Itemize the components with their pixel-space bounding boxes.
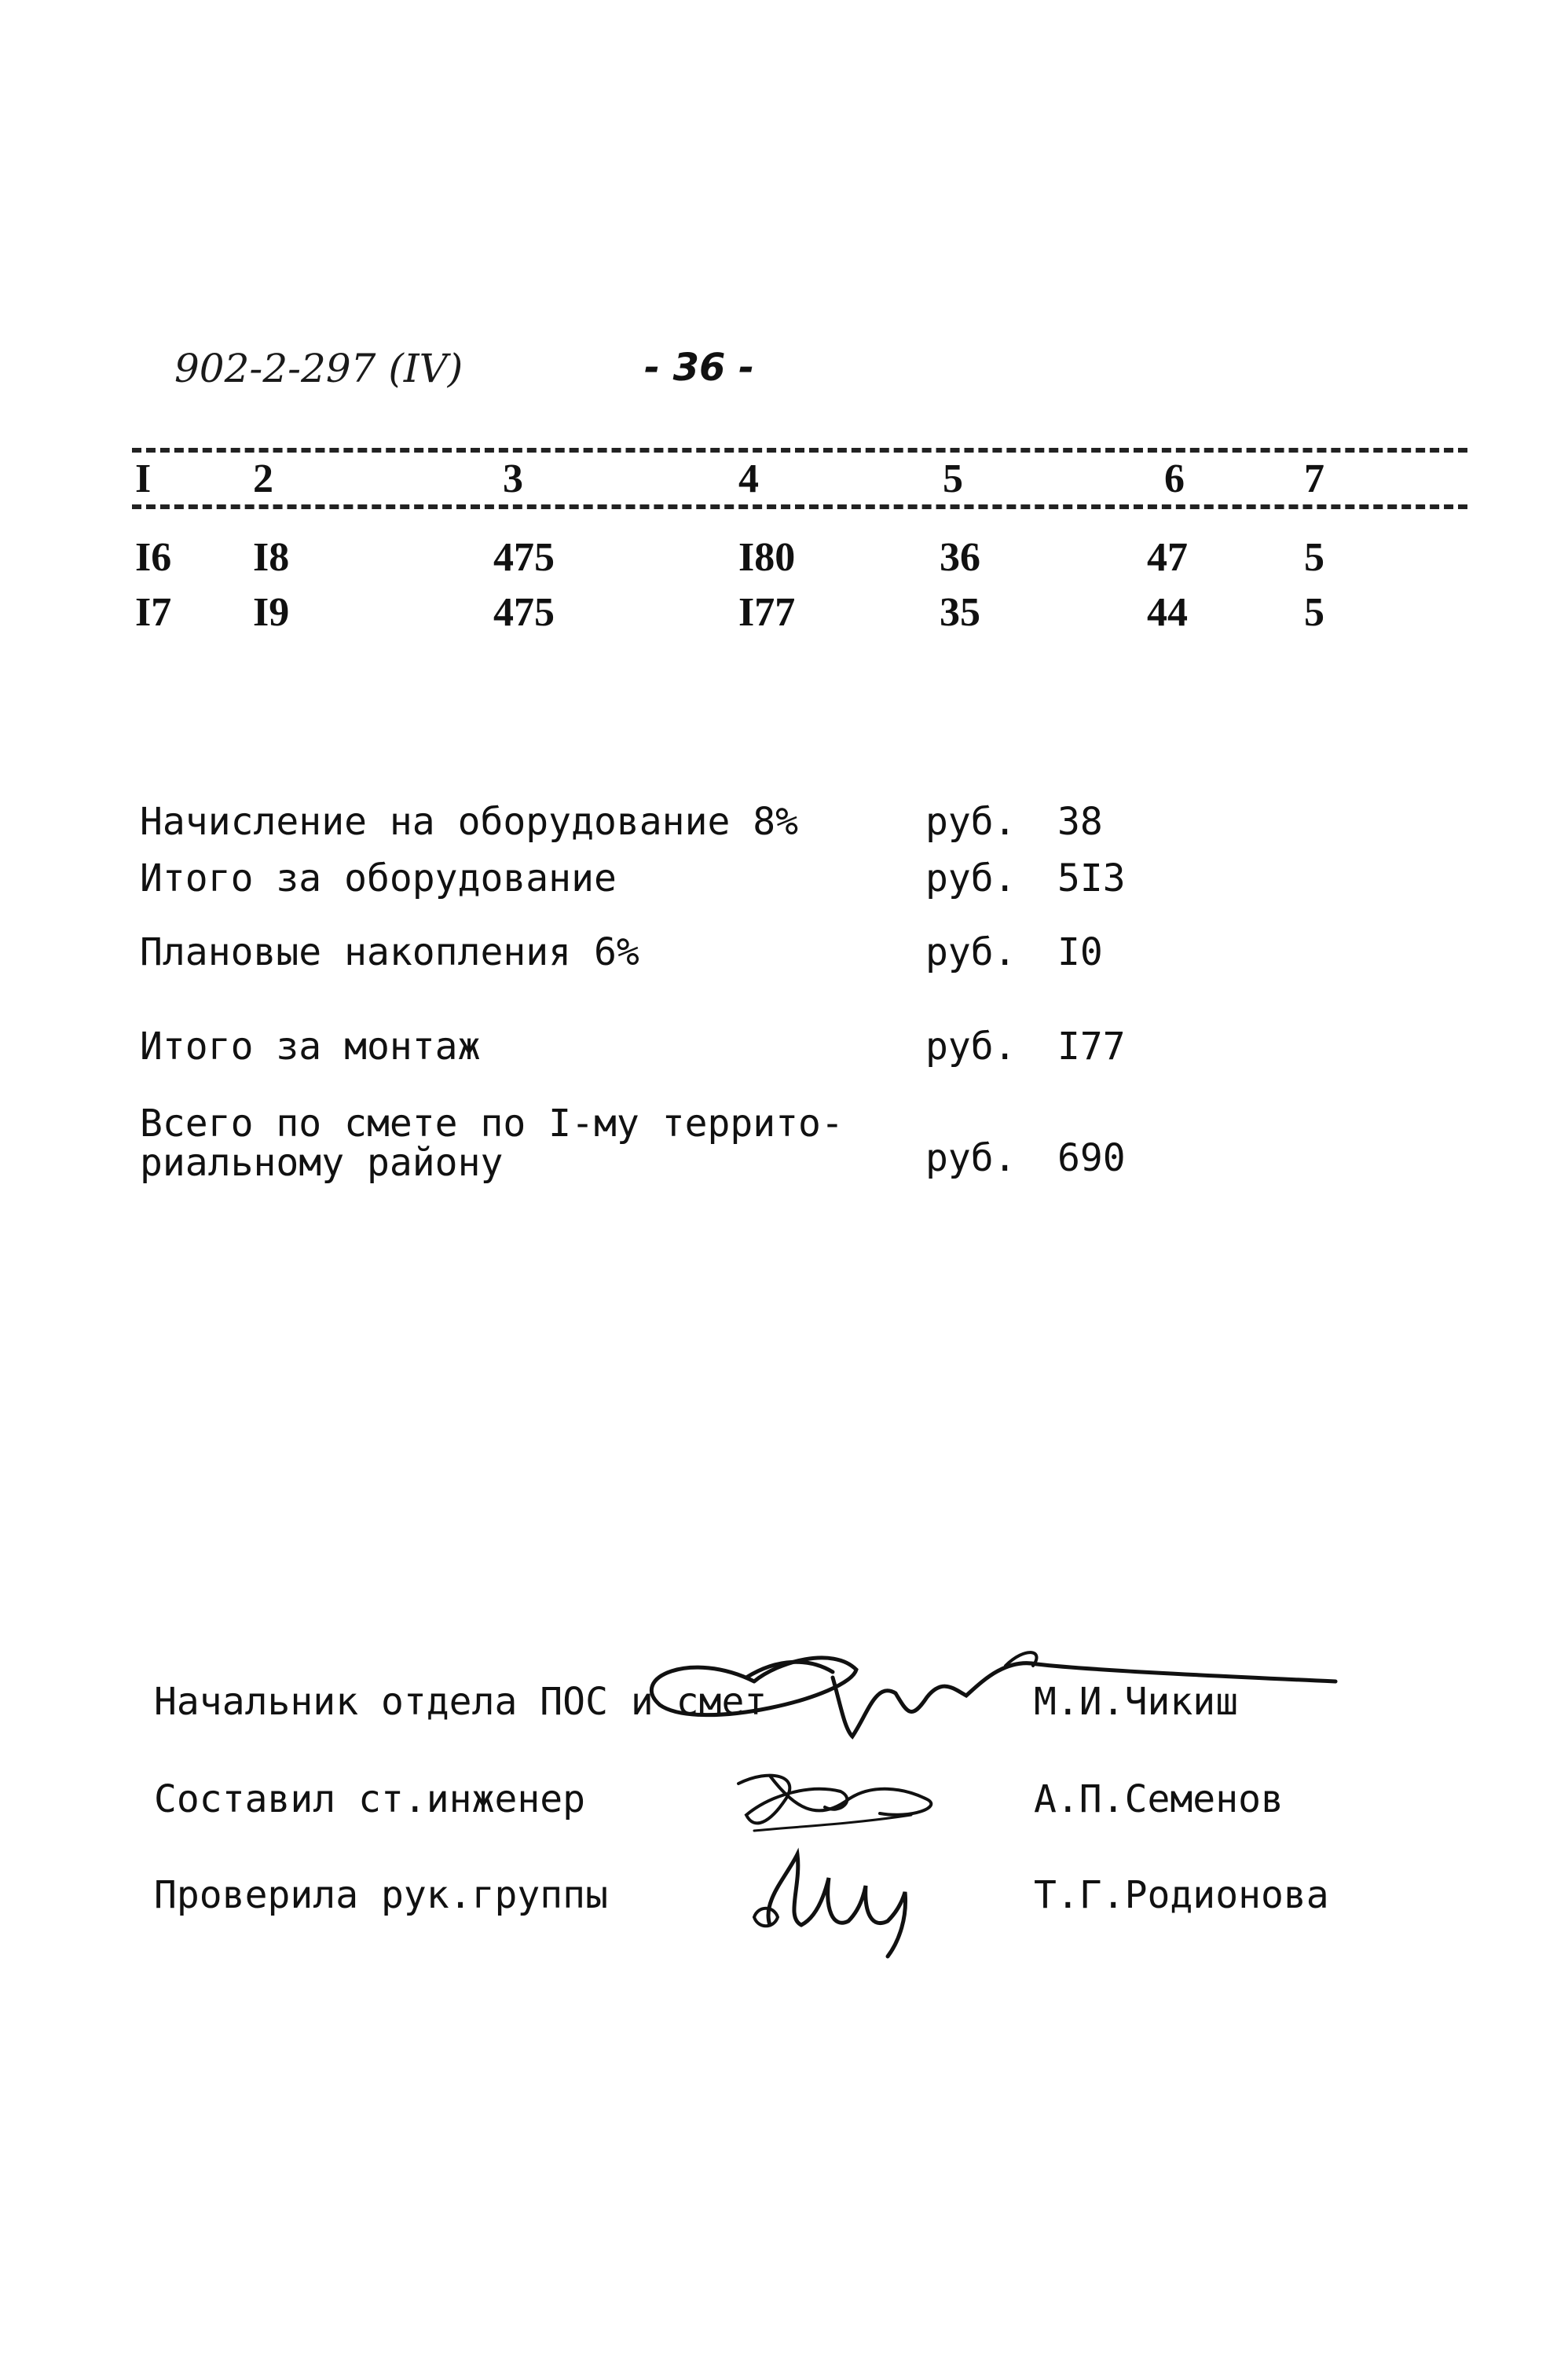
table-cell: I6	[135, 535, 172, 580]
column-header: 3	[503, 456, 523, 501]
summary-label-line2: риальному району	[140, 1141, 504, 1185]
summary-value: I0	[1057, 930, 1103, 974]
table-cell: 475	[493, 535, 555, 580]
summary-label: Плановые накопления 6%	[140, 930, 639, 974]
column-header: 2	[253, 456, 273, 501]
signature-chief-icon	[597, 1603, 1351, 1744]
signer-name: М.И.Чикиш	[1034, 1680, 1239, 1724]
column-header: 6	[1164, 456, 1185, 501]
table-top-rule	[132, 448, 1467, 453]
summary-unit: руб.	[925, 930, 1017, 974]
table-cell: I80	[738, 535, 796, 580]
page-number: - 36 -	[644, 346, 755, 390]
summary-value: 690	[1057, 1136, 1126, 1180]
column-header: 7	[1304, 456, 1324, 501]
summary-label: Итого за монтаж	[140, 1025, 481, 1069]
column-header: I	[135, 456, 152, 501]
summary-unit: руб.	[925, 1025, 1017, 1069]
signer-role: Составил ст.инженер	[154, 1777, 586, 1821]
table-cell: I8	[253, 535, 290, 580]
summary-unit: руб.	[925, 1136, 1017, 1180]
summary-value: I77	[1057, 1025, 1126, 1069]
table-cell: I77	[738, 590, 796, 635]
document-code: 902-2-297 (IV)	[174, 346, 463, 391]
signer-name: А.П.Семенов	[1034, 1777, 1284, 1821]
table-cell: I7	[135, 590, 172, 635]
summary-unit: руб.	[925, 800, 1017, 844]
table-cell: 5	[1304, 535, 1324, 580]
summary-value: 38	[1057, 800, 1103, 844]
column-header: 4	[738, 456, 759, 501]
table-cell: 47	[1147, 535, 1188, 580]
table-cell: 36	[940, 535, 980, 580]
signature-group-lead-icon	[731, 1831, 935, 1964]
summary-label-line1: Всего по смете по I-му террито-	[140, 1102, 844, 1146]
signer-role: Начальник отдела ПОС и смет	[154, 1680, 768, 1724]
table-cell: 44	[1147, 590, 1188, 635]
summary-label: Начисление на оборудование 8%	[140, 800, 799, 844]
table-cell: 5	[1304, 590, 1324, 635]
table-cell: 35	[940, 590, 980, 635]
signer-role: Проверила рук.группы	[154, 1873, 608, 1917]
table-header-rule	[132, 504, 1467, 509]
summary-unit: руб.	[925, 856, 1017, 900]
summary-label: Итого за оборудование	[140, 856, 617, 900]
table-cell: I9	[253, 590, 290, 635]
signer-name: Т.Г.Родионова	[1034, 1873, 1329, 1917]
table-cell: 475	[493, 590, 555, 635]
column-header: 5	[943, 456, 963, 501]
summary-value: 5I3	[1057, 856, 1126, 900]
